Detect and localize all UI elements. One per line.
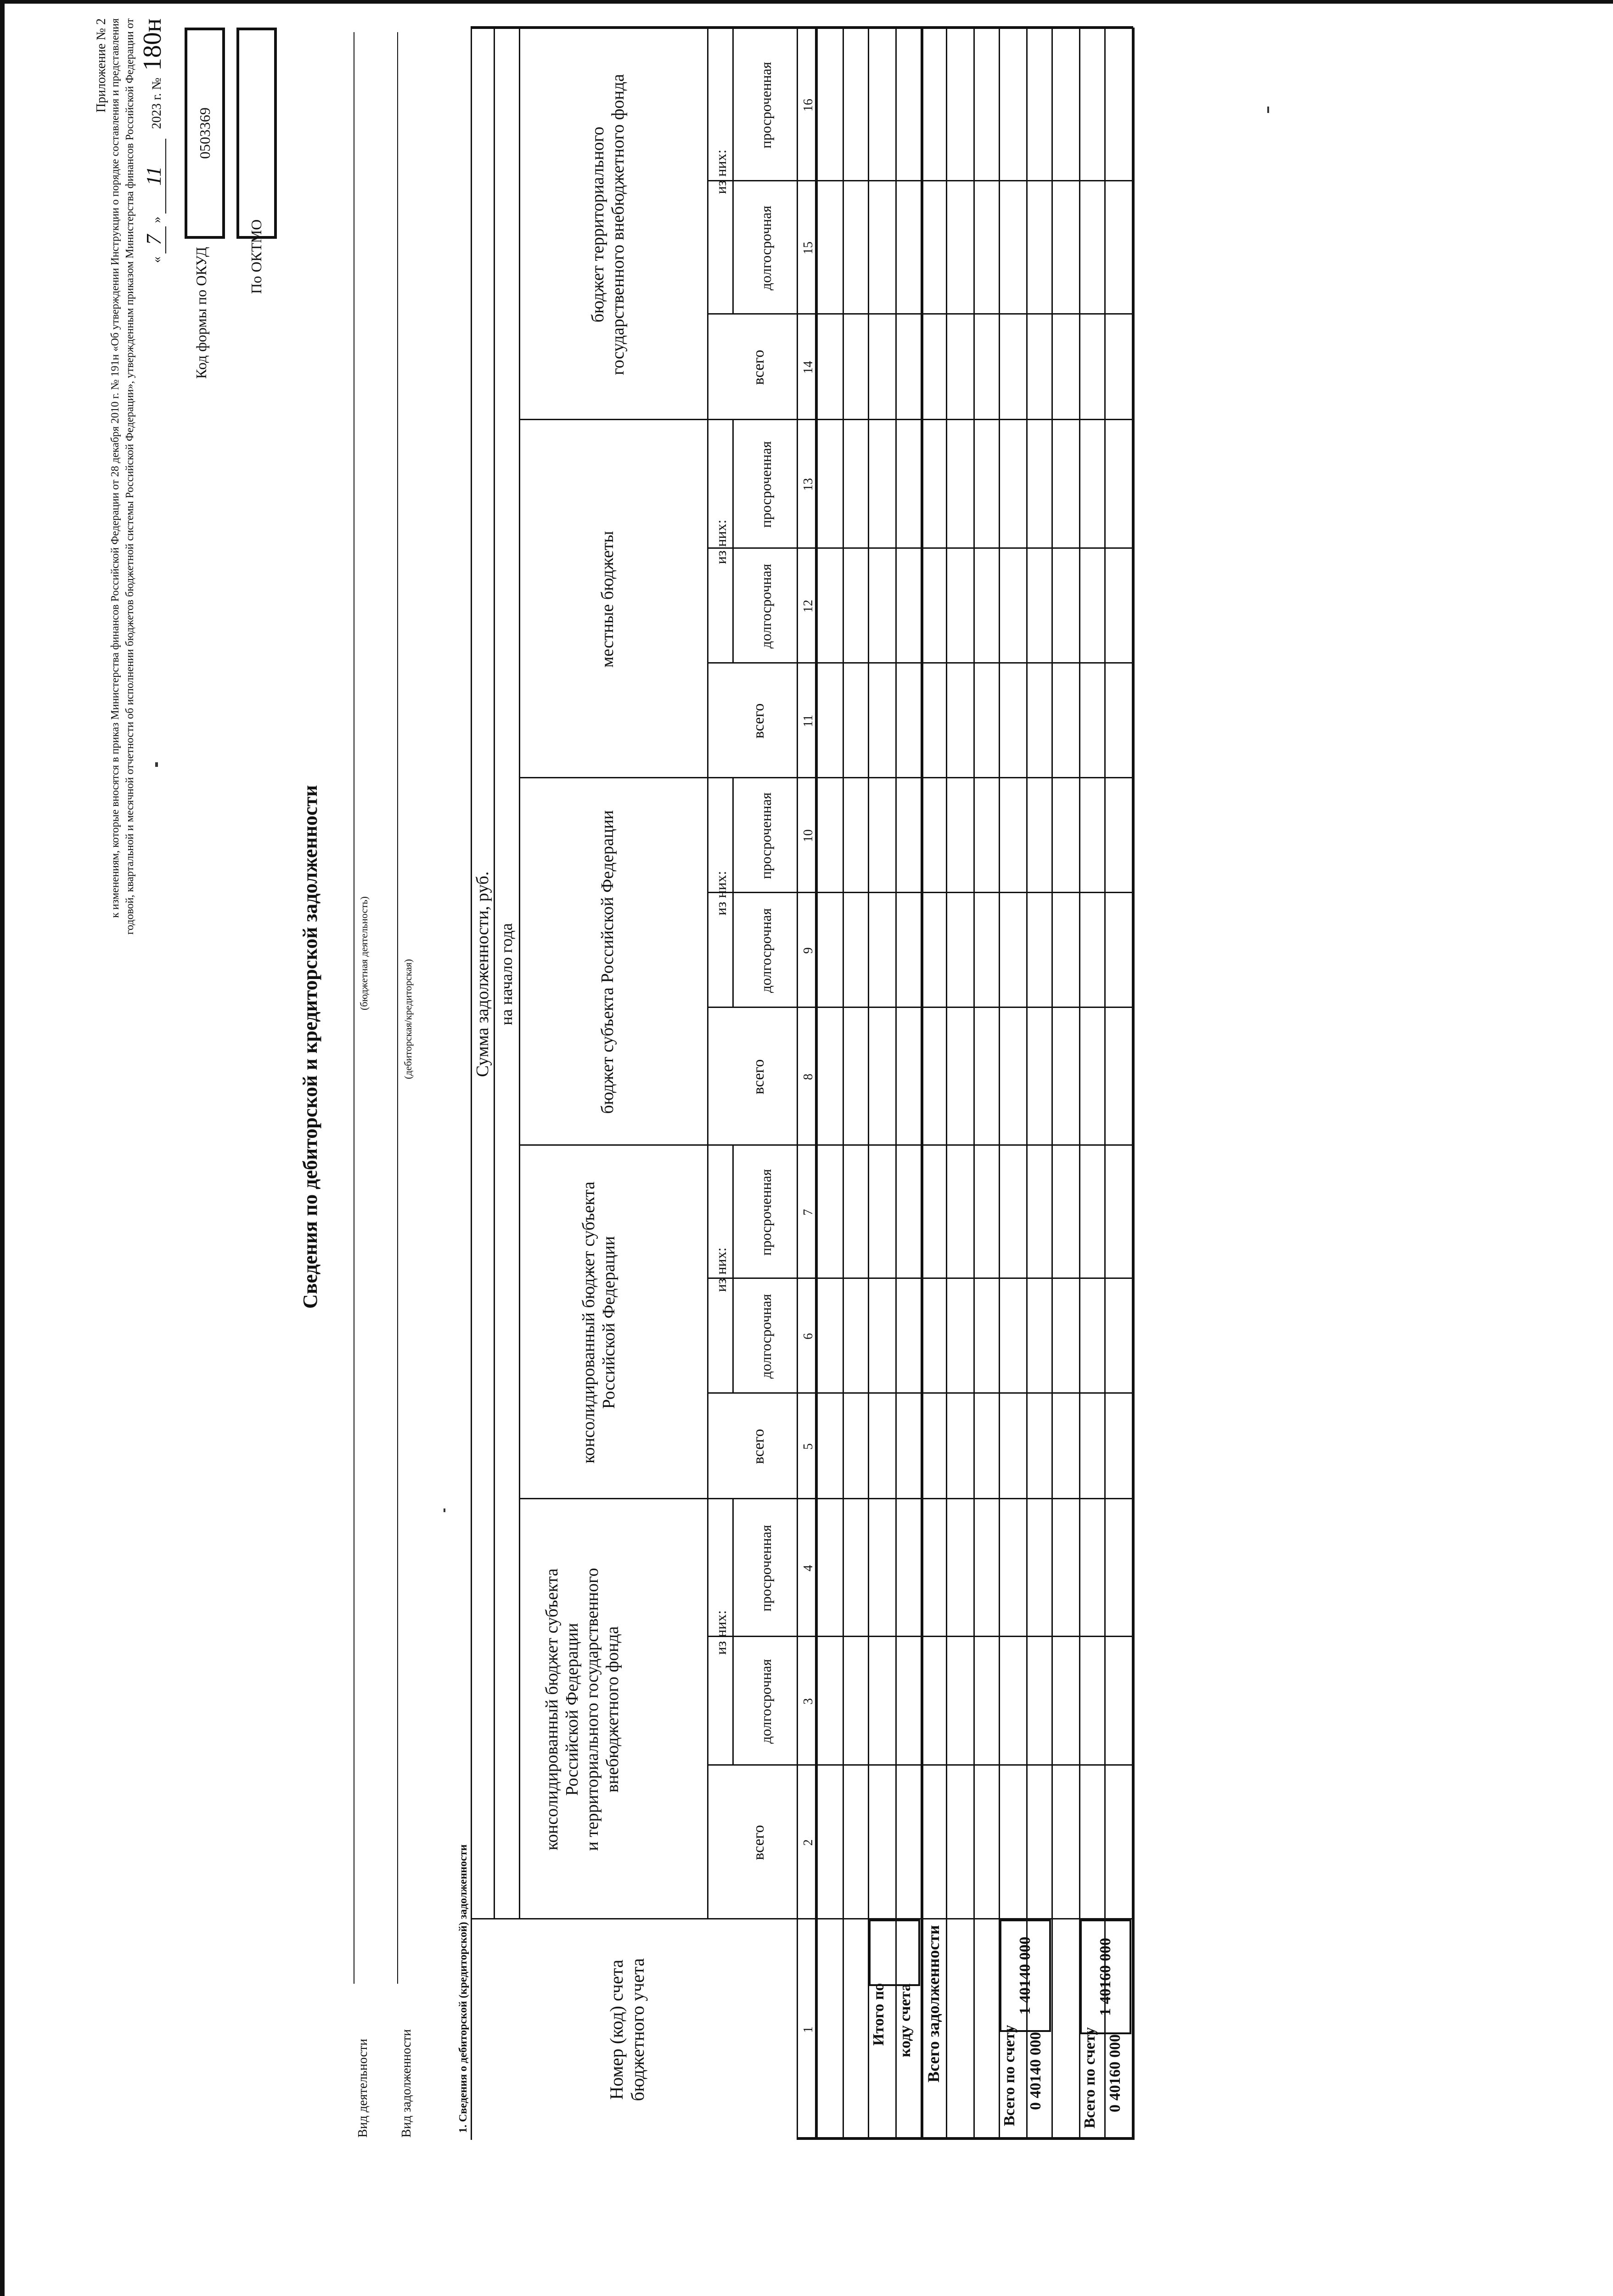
account-2-code-box: [1080, 1919, 1131, 2034]
group-2-line-1: консолидированный бюджет субъекта: [579, 1181, 598, 1464]
table-line-row-1: [843, 28, 844, 2140]
group-header-consolidated-with-fund: [542, 1499, 623, 1919]
column-number: 11: [801, 715, 815, 727]
table-line-row-9: [1051, 28, 1053, 2140]
group-5-line-1: бюджет территориального: [588, 126, 607, 323]
debt-type-hint: (дебиторская/кредиторская): [402, 959, 414, 1079]
long-term-header-g5: долгосрочная: [758, 205, 774, 291]
group-3-line-1: бюджет субъекта Российской Федерации: [598, 810, 617, 1114]
activity-hint: (бюджетная деятельность): [358, 896, 370, 1010]
overdue-header-g3: просроченная: [758, 792, 774, 879]
group-4-line-1: местные бюджеты: [598, 531, 617, 668]
okud-code-value: 0503369: [196, 107, 213, 159]
account-1-code-value: 1 40140 000: [1017, 1936, 1034, 2015]
column-number: 4: [801, 1565, 815, 1571]
overdue-header-g4: просроченная: [758, 441, 774, 528]
account-1-label-line-1: Всего по счету: [1001, 2025, 1018, 2126]
group-header-subject-budget: [597, 778, 618, 1146]
appendix-text-line-1: к изменениям, которые вносятся в приказ Министерства финансов Российской Федерации от 28 декабря 2010 г. № 191н «Об утверждении Инструкции о порядке составления и представления: [109, 18, 121, 918]
column-number: 13: [801, 478, 815, 491]
column-number: 3: [801, 1698, 815, 1705]
overdue-header-g5: просроченная: [758, 62, 774, 149]
account-1-code-box: [1000, 1919, 1051, 2032]
account-1-label-line-2: 0 40140 000: [1027, 2032, 1044, 2110]
of-them-line-g4: [732, 420, 734, 664]
long-term-header-g1: долгосрочная: [758, 1659, 774, 1744]
table-line-row-5: [946, 28, 947, 2140]
account-2-label-line-2: 0 40160 000: [1107, 2034, 1124, 2112]
table-line-row-11: [1104, 28, 1106, 2140]
account-header-line-1: Номер (код) счета: [606, 1959, 627, 2100]
of-them-header-g2: из них:: [713, 1247, 729, 1292]
of-them-line-g5: [732, 29, 734, 315]
table-line-row-10: [1079, 28, 1080, 2140]
of-them-line-g1: [732, 1499, 734, 1766]
oktmo-label: По ОКТМО: [248, 219, 264, 294]
total-header-g5: всего: [750, 349, 767, 385]
date-month: 11: [142, 139, 166, 214]
column-number: 7: [801, 1209, 815, 1216]
column-number: 16: [801, 99, 815, 112]
scan-speck: [155, 762, 158, 767]
group-header-local-budgets: [597, 420, 618, 778]
appendix-text-line-2: годовой, квартальной и месячной отчетности об исполнении бюджетов бюджетной системы Российской Федерации», утвержденным приказом Министерства финансов Российской Федерации от: [124, 18, 136, 935]
table-line-row-3: [895, 28, 897, 2140]
overdue-header-g1: просроченная: [758, 1525, 774, 1612]
group-1-line-1: консолидированный бюджет субъекта: [542, 1568, 562, 1851]
table-line-period: [519, 28, 520, 1919]
order-date: [138, 18, 167, 263]
appendix-number: Приложение № 2: [94, 18, 108, 113]
table-line-bottom: [1132, 28, 1135, 2140]
oktmo-code-box: [236, 28, 277, 239]
column-number: 15: [801, 242, 815, 254]
of-them-header-g4: из них:: [713, 519, 729, 564]
of-them-line-g2: [732, 1146, 734, 1394]
column-number: 8: [801, 1074, 815, 1080]
of-them-header-g5: из них:: [713, 149, 729, 194]
table-line-row-6: [973, 28, 975, 2140]
table-line-sum: [494, 28, 495, 1919]
of-them-line-g3: [732, 778, 734, 1008]
table-line-row-4: [921, 28, 923, 2140]
column-number: 9: [801, 947, 815, 954]
debt-type-label: Вид задолженности: [399, 2029, 414, 2138]
column-number: 12: [801, 600, 815, 613]
period-header: на начало года: [497, 923, 516, 1025]
column-number: 10: [801, 829, 815, 842]
date-year: 2023 г. №: [150, 77, 164, 129]
debt-type-line: [397, 32, 398, 1984]
long-term-header-g2: долгосрочная: [758, 1294, 774, 1379]
account-header: [606, 1919, 648, 2140]
date-day: 7: [142, 226, 166, 253]
total-header-g4: всего: [750, 703, 767, 739]
total-debt-label: Всего задолженности: [924, 1925, 943, 2082]
total-header-g2: всего: [750, 1429, 767, 1464]
long-term-header-g4: долгосрочная: [758, 563, 774, 649]
overdue-header-g2: просроченная: [758, 1169, 774, 1256]
account-2-code-value: 1 40160 000: [1097, 1938, 1114, 2016]
table-line-row-8: [1026, 28, 1028, 2140]
account-2-label-line-1: Всего по счету: [1081, 2027, 1098, 2128]
total-header-g3: всего: [750, 1059, 767, 1095]
itogo-code-box: [869, 1919, 920, 1986]
itogo-label-line-1: Итого по: [870, 1983, 887, 2046]
group-header-territorial-fund: [588, 29, 628, 420]
activity-label: Вид деятельности: [356, 2038, 370, 2138]
of-them-header-g3: из них:: [713, 871, 729, 916]
group-1-line-2: Российской Федерации: [562, 1623, 582, 1796]
group-header-consolidated: [579, 1146, 619, 1499]
table-col-left: [797, 2137, 1133, 2140]
group-1-line-4: внебюджетного фонда: [603, 1626, 622, 1793]
long-term-header-g3: долгосрочная: [758, 908, 774, 993]
column-number: 6: [801, 1333, 815, 1339]
column-number: 2: [801, 1839, 815, 1846]
group-2-line-2: Российской Федерации: [599, 1236, 618, 1409]
order-number: 180н: [138, 18, 167, 71]
section-1-caption: 1. Сведения о дебиторской (кредиторской) задолженности: [457, 1844, 469, 2133]
okud-label: Код формы по ОКУД: [193, 247, 209, 379]
column-number: 1: [801, 2026, 815, 2033]
sum-header: Сумма задолженности, руб.: [473, 871, 492, 1077]
okud-code-box: [185, 28, 225, 239]
total-header-g1: всего: [750, 1825, 767, 1860]
account-header-line-2: бюджетного учета: [627, 1958, 648, 2101]
table-line-row-7: [999, 28, 1000, 2140]
column-number: 14: [801, 361, 815, 374]
itogo-label-line-2: коду счета: [897, 1983, 914, 2057]
date-quote-open: «: [150, 256, 164, 263]
scan-speck: [444, 1508, 445, 1512]
column-number: 5: [801, 1443, 815, 1450]
of-them-header-g1: из них:: [713, 1610, 729, 1655]
scan-speck: [1267, 107, 1269, 113]
group-1-line-3: и территориального государственного: [583, 1568, 602, 1851]
group-5-line-2: государственного внебюджетного фонда: [608, 74, 628, 375]
table-line-row-2: [868, 28, 869, 2140]
date-quote-close: »: [150, 216, 164, 223]
form-title: Сведения по дебиторской и кредиторской задолженности: [299, 785, 321, 1309]
